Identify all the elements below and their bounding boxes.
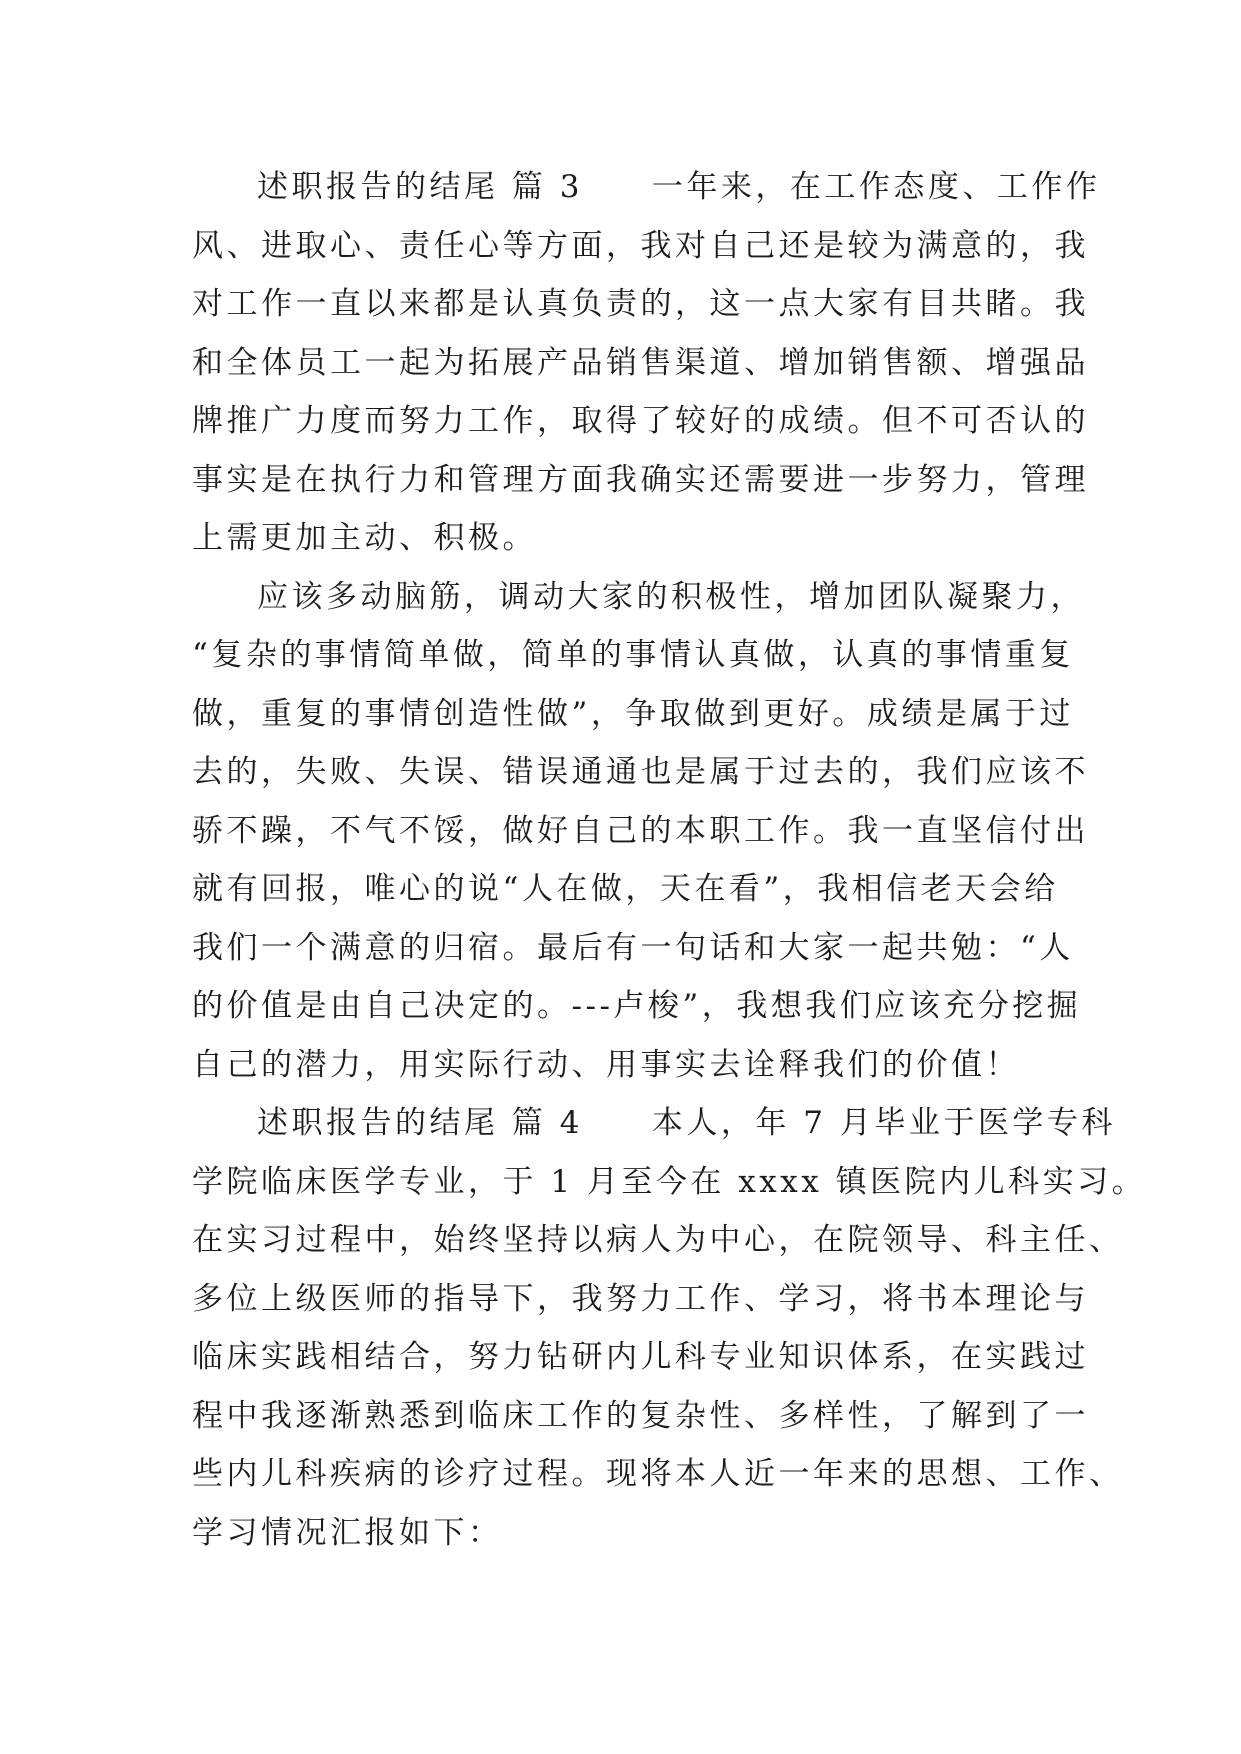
text-line: 牌推广力度而努力工作，取得了较好的成绩。但不可否认的: [192, 403, 1089, 439]
text-line: 述职报告的结尾 篇 4 本人，年 7 月毕业于医学专科: [257, 1105, 1116, 1141]
text-line: 些内儿科疾病的诊疗过程。现将本人近一年来的思想、工作、: [192, 1456, 1124, 1492]
text-line: 骄不躁，不气不馁，做好自己的本职工作。我一直坚信付出: [192, 812, 1089, 849]
document-body: [192, 158, 1147, 1562]
text-line: 对工作一直以来都是认真负责的，这一点大家有目共睹。我: [192, 286, 1089, 322]
text-line: 事实是在执行力和管理方面我确实还需要进一步努力，管理: [192, 461, 1089, 498]
text-line: “复杂的事情简单做，简单的事情认真做，认真的事情重复: [192, 637, 1074, 673]
text-line: 学习情况汇报如下：: [192, 1514, 503, 1551]
text-line: 我们一个满意的归宿。最后有一句话和大家一起共勉：“人: [192, 929, 1074, 966]
text-line: 学院临床医学专业，于 1 月至今在 xxxx 镇医院内儿科实习。: [192, 1163, 1147, 1200]
text-line: 多位上级医师的指导下，我努力工作、学习，将书本理论与: [192, 1280, 1089, 1317]
text-line: 上需更加主动、积极。: [192, 520, 537, 556]
text-line: 的价值是由自己决定的。---卢梭”，我想我们应该充分挖掘: [192, 988, 1082, 1024]
text-line: 做，重复的事情创造性做”，争取做到更好。成绩是属于过: [192, 695, 1074, 732]
text-line: 在实习过程中，始终坚持以病人为中心，在院领导、科主任、: [192, 1222, 1124, 1258]
text-line: 就有回报，唯心的说“人在做，天在看”，我相信老天会给: [192, 871, 1059, 907]
text-line: 去的，失败、失误、错误通通也是属于过去的，我们应该不: [192, 754, 1089, 790]
text-line: 和全体员工一起为拓展产品销售渠道、增加销售额、增强品: [192, 344, 1089, 381]
text-line: 风、进取心、责任心等方面，我对自己还是较为满意的，我: [192, 227, 1089, 264]
text-line: 应该多动脑筋，调动大家的积极性，增加团队凝聚力，: [257, 578, 1085, 615]
text-line: 临床实践相结合，努力钻研内儿科专业知识体系，在实践过: [192, 1339, 1089, 1375]
text-line: 程中我逐渐熟悉到临床工作的复杂性、多样性，了解到了一: [192, 1397, 1089, 1434]
text-line: 述职报告的结尾 篇 3 一年来，在工作态度、工作作: [257, 169, 1101, 205]
text-line: 自己的潜力，用实际行动、用事实去诠释我们的价值！: [192, 1046, 1020, 1083]
